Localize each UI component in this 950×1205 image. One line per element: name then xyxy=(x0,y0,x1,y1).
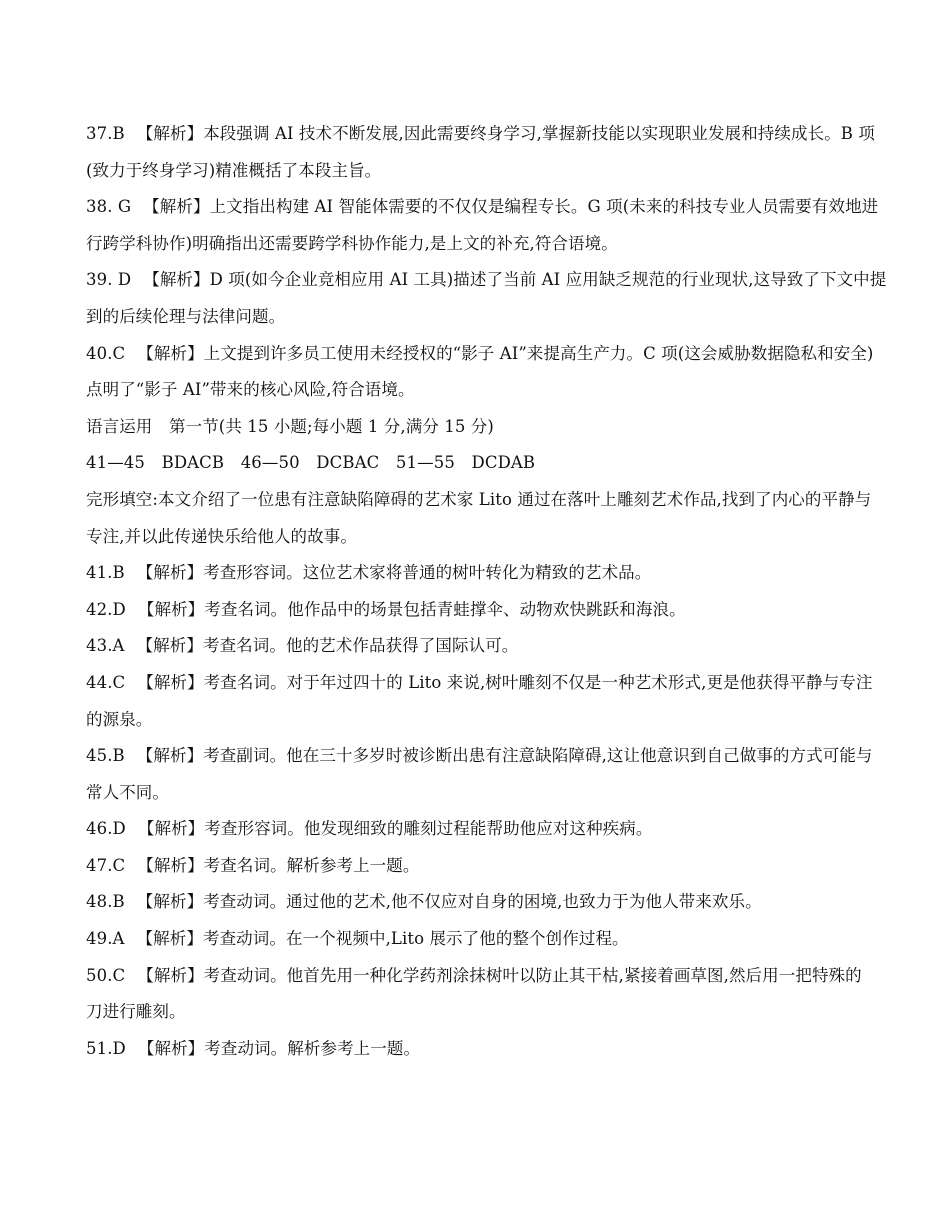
analysis-text: 常人不同。 xyxy=(86,782,169,802)
analysis-text: 考查副词。他在三十多岁时被诊断出患有注意缺陷障碍,这让他意识到自己做事的方式可能与 xyxy=(203,746,873,766)
item-number: 48.B xyxy=(86,892,125,912)
analysis-text: 刀进行雕刻。 xyxy=(86,1002,186,1022)
analysis-tag: 【解析】 xyxy=(137,599,205,619)
answer-line-continuation xyxy=(86,226,876,263)
answer-document xyxy=(86,116,887,1067)
analysis-text: 点明了“影子 AI”带来的核心风险,符合语境。 xyxy=(86,380,415,400)
analysis-tag: 【解析】 xyxy=(143,197,210,217)
analysis-text: 的源泉。 xyxy=(86,709,153,729)
answer-line xyxy=(86,958,876,995)
item-number: 43.A xyxy=(86,636,125,656)
answer-line-continuation xyxy=(86,702,876,739)
analysis-tag: 【解析】 xyxy=(137,819,205,839)
analysis-text: 行跨学科协作)明确指出还需要跨学科协作能力,是上文的补充,符合语境。 xyxy=(86,233,618,253)
analysis-text: 考查形容词。这位艺术家将普通的树叶转化为精致的艺术品。 xyxy=(203,563,652,583)
item-number: 47.C xyxy=(86,855,126,875)
answer-line xyxy=(86,628,876,665)
analysis-tag: 【解析】 xyxy=(136,636,203,656)
analysis-tag: 【解析】 xyxy=(136,563,204,583)
answer-line-continuation xyxy=(86,994,876,1031)
analysis-text: 考查动词。他首先用一种化学药剂涂抹树叶以防止其干枯,紧接着画草图,然后用一把特殊的 xyxy=(203,965,862,985)
analysis-text: 考查动词。在一个视频中,Lito 展示了他的整个创作过程。 xyxy=(202,929,629,949)
analysis-tag: 【解析】 xyxy=(136,124,204,143)
analysis-text: 上文指出构建 AI 智能体需要的不仅仅是编程专长。G 项(未来的科技专业人员需要有效地进 xyxy=(209,197,879,217)
analysis-tag: 【解析】 xyxy=(137,1038,205,1058)
answer-line xyxy=(86,1031,876,1068)
answer-line-continuation xyxy=(86,153,876,190)
analysis-text: 上文提到许多员工使用未经授权的“影子 AI”来提高生产力。C 项(这会威胁数据隐私和安全) xyxy=(203,343,874,363)
answer-line xyxy=(86,262,887,299)
answer-line xyxy=(86,189,879,226)
passage-summary xyxy=(86,482,876,519)
passage-summary-continuation xyxy=(86,519,876,556)
analysis-tag: 【解析】 xyxy=(136,746,204,766)
analysis-text: 考查名词。对于年过四十的 Lito 来说,树叶雕刻不仅是一种艺术形式,更是他获得平静与专注 xyxy=(203,672,873,692)
item-number: 44.C xyxy=(86,672,126,692)
item-number: 38. G xyxy=(86,197,132,217)
item-number: 42.D xyxy=(86,599,126,619)
analysis-text: 本段强调 AI 技术不断发展,因此需要终身学习,掌握新技能以实现职业发展和持续成长。B 项 xyxy=(203,124,875,143)
answer-line xyxy=(86,555,876,592)
analysis-text: 考查名词。他的艺术作品获得了国际认可。 xyxy=(202,636,519,656)
analysis-tag: 【解析】 xyxy=(137,855,204,875)
analysis-text: (致力于终身学习)精准概括了本段主旨。 xyxy=(86,160,382,180)
answer-line xyxy=(86,811,876,848)
answer-line xyxy=(86,592,876,629)
answer-line xyxy=(86,665,876,702)
answer-line xyxy=(86,336,876,373)
answer-line-continuation xyxy=(86,775,876,812)
analysis-tag: 【解析】 xyxy=(137,343,204,363)
answer-line xyxy=(86,116,876,153)
analysis-tag: 【解析】 xyxy=(143,270,210,290)
item-number: 41.B xyxy=(86,563,125,583)
answer-line xyxy=(86,848,876,885)
section-heading xyxy=(86,409,876,446)
analysis-tag: 【解析】 xyxy=(137,672,204,692)
item-number: 50.C xyxy=(86,965,126,985)
analysis-tag: 【解析】 xyxy=(136,929,203,949)
answer-line xyxy=(86,738,876,775)
item-number: 51.D xyxy=(86,1038,126,1058)
answer-line xyxy=(86,884,876,921)
item-number: 37.B xyxy=(86,124,125,143)
item-number: 39. D xyxy=(86,270,132,290)
analysis-tag: 【解析】 xyxy=(137,965,204,985)
analysis-text: 考查动词。通过他的艺术,他不仅应对自身的困境,也致力于为他人带来欢乐。 xyxy=(203,892,762,912)
analysis-text: 考查名词。他作品中的场景包括青蛙撑伞、动物欢快跳跃和海浪。 xyxy=(204,599,686,619)
item-number: 40.C xyxy=(86,343,126,363)
item-number: 45.B xyxy=(86,746,125,766)
analysis-text: D 项(如今企业竞相应用 AI 工具)描述了当前 AI 应用缺乏规范的行业现状,这导致了下文中提 xyxy=(209,270,887,290)
section-heading-text: 语言运用 第一节(共 15 小题;每小题 1 分,满分 15 分) xyxy=(86,416,494,436)
analysis-text: 考查名词。解析参考上一题。 xyxy=(203,855,420,875)
answer-line-continuation xyxy=(86,372,876,409)
analysis-text: 考查动词。解析参考上一题。 xyxy=(204,1038,421,1058)
item-number: 49.A xyxy=(86,929,125,949)
answer-line-continuation xyxy=(86,299,876,336)
answer-key-row xyxy=(86,445,876,482)
analysis-text: 到的后续伦理与法律问题。 xyxy=(86,306,286,326)
passage-summary-text: 专注,并以此传递快乐给他人的故事。 xyxy=(86,526,357,546)
item-number: 46.D xyxy=(86,819,126,839)
analysis-tag: 【解析】 xyxy=(136,892,204,912)
answer-line xyxy=(86,921,876,958)
analysis-text: 考查形容词。他发现细致的雕刻过程能帮助他应对这种疾病。 xyxy=(204,819,653,839)
answer-key-text: 41—45 BDACB 46—50 DCBAC 51—55 DCDAB xyxy=(86,453,536,473)
passage-summary-text: 完形填空:本文介绍了一位患有注意缺陷障碍的艺术家 Lito 通过在落叶上雕刻艺术作品,找到了内心的平静与 xyxy=(86,489,872,509)
